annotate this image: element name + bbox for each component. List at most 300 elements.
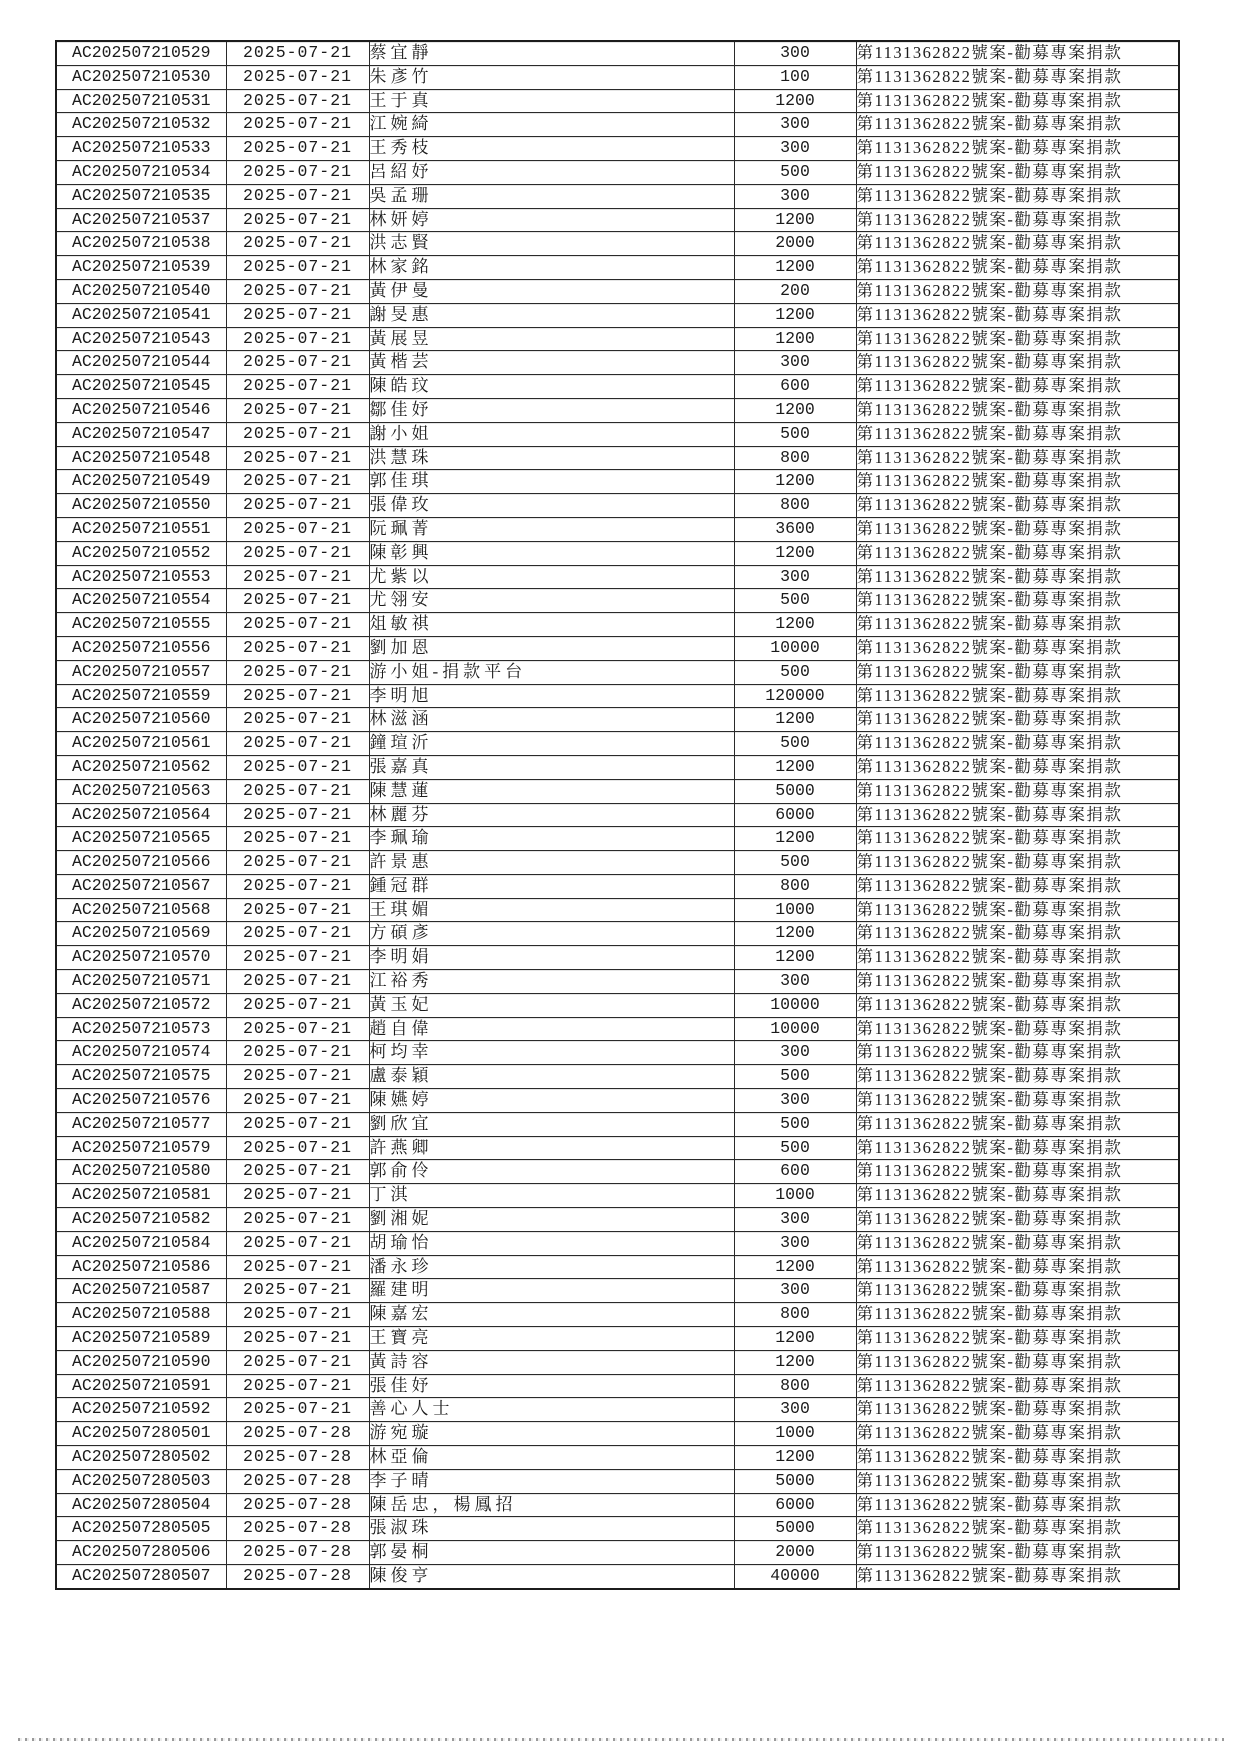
donor-name-cell: 洪慧珠 xyxy=(369,446,734,470)
project-cell: 第1131362822號案-勸募專案捐款 xyxy=(856,946,1179,970)
donor-name-cell: 劉加恩 xyxy=(369,636,734,660)
table-row xyxy=(56,65,1179,89)
amount-cell: 300 xyxy=(734,184,856,208)
project-cell: 第1131362822號案-勸募專案捐款 xyxy=(856,1017,1179,1041)
project-cell: 第1131362822號案-勸募專案捐款 xyxy=(856,137,1179,161)
project-cell: 第1131362822號案-勸募專案捐款 xyxy=(856,1493,1179,1517)
receipt-id-cell: AC202507280501 xyxy=(56,1422,226,1446)
donor-name-cell: 鄒佳妤 xyxy=(369,398,734,422)
receipt-id-cell: AC202507210568 xyxy=(56,898,226,922)
receipt-id-cell: AC202507210573 xyxy=(56,1017,226,1041)
table-row xyxy=(56,1089,1179,1113)
date-cell: 2025-07-21 xyxy=(226,65,369,89)
date-cell: 2025-07-21 xyxy=(226,208,369,232)
receipt-id-cell: AC202507210552 xyxy=(56,541,226,565)
project-cell: 第1131362822號案-勸募專案捐款 xyxy=(856,803,1179,827)
project-cell: 第1131362822號案-勸募專案捐款 xyxy=(856,303,1179,327)
donor-name-cell: 許景惠 xyxy=(369,851,734,875)
date-cell: 2025-07-28 xyxy=(226,1493,369,1517)
amount-cell: 600 xyxy=(734,1160,856,1184)
receipt-id-cell: AC202507210584 xyxy=(56,1231,226,1255)
donor-name-cell: 陳彰興 xyxy=(369,541,734,565)
donor-name-cell: 尤翎安 xyxy=(369,589,734,613)
amount-cell: 100 xyxy=(734,65,856,89)
donor-name-cell: 胡瑜怡 xyxy=(369,1231,734,1255)
table-row xyxy=(56,851,1179,875)
table-row xyxy=(56,446,1179,470)
amount-cell: 2000 xyxy=(734,232,856,256)
date-cell: 2025-07-21 xyxy=(226,446,369,470)
date-cell: 2025-07-21 xyxy=(226,541,369,565)
table-row xyxy=(56,279,1179,303)
receipt-id-cell: AC202507210545 xyxy=(56,375,226,399)
project-cell: 第1131362822號案-勸募專案捐款 xyxy=(856,494,1179,518)
amount-cell: 10000 xyxy=(734,1017,856,1041)
amount-cell: 500 xyxy=(734,422,856,446)
table-row xyxy=(56,1350,1179,1374)
project-cell: 第1131362822號案-勸募專案捐款 xyxy=(856,1208,1179,1232)
table-row xyxy=(56,1065,1179,1089)
date-cell: 2025-07-21 xyxy=(226,874,369,898)
table-row xyxy=(56,541,1179,565)
project-cell: 第1131362822號案-勸募專案捐款 xyxy=(856,1041,1179,1065)
project-cell: 第1131362822號案-勸募專案捐款 xyxy=(856,1327,1179,1351)
donor-name-cell: 王琪媚 xyxy=(369,898,734,922)
project-cell: 第1131362822號案-勸募專案捐款 xyxy=(856,1255,1179,1279)
receipt-id-cell: AC202507210549 xyxy=(56,470,226,494)
receipt-id-cell: AC202507210562 xyxy=(56,755,226,779)
project-cell: 第1131362822號案-勸募專案捐款 xyxy=(856,279,1179,303)
project-cell: 第1131362822號案-勸募專案捐款 xyxy=(856,708,1179,732)
amount-cell: 1200 xyxy=(734,827,856,851)
donor-name-cell: 郭晏桐 xyxy=(369,1541,734,1565)
amount-cell: 300 xyxy=(734,351,856,375)
donor-name-cell: 趙自偉 xyxy=(369,1017,734,1041)
project-cell: 第1131362822號案-勸募專案捐款 xyxy=(856,589,1179,613)
date-cell: 2025-07-21 xyxy=(226,1303,369,1327)
date-cell: 2025-07-21 xyxy=(226,970,369,994)
donor-name-cell: 俎敏祺 xyxy=(369,613,734,637)
donor-name-cell: 林滋涵 xyxy=(369,708,734,732)
table-row xyxy=(56,1446,1179,1470)
amount-cell: 300 xyxy=(734,1208,856,1232)
donor-name-cell: 陳俊亨 xyxy=(369,1565,734,1589)
table-row xyxy=(56,874,1179,898)
donor-name-cell: 吳孟珊 xyxy=(369,184,734,208)
receipt-id-cell: AC202507210561 xyxy=(56,732,226,756)
project-cell: 第1131362822號案-勸募專案捐款 xyxy=(856,517,1179,541)
table-row xyxy=(56,113,1179,137)
receipt-id-cell: AC202507210571 xyxy=(56,970,226,994)
table-row xyxy=(56,470,1179,494)
project-cell: 第1131362822號案-勸募專案捐款 xyxy=(856,660,1179,684)
date-cell: 2025-07-21 xyxy=(226,589,369,613)
amount-cell: 300 xyxy=(734,1231,856,1255)
amount-cell: 1200 xyxy=(734,1327,856,1351)
date-cell: 2025-07-21 xyxy=(226,470,369,494)
receipt-id-cell: AC202507210574 xyxy=(56,1041,226,1065)
date-cell: 2025-07-21 xyxy=(226,1255,369,1279)
donor-name-cell: 黃展昱 xyxy=(369,327,734,351)
table-row xyxy=(56,660,1179,684)
table-row xyxy=(56,1303,1179,1327)
receipt-id-cell: AC202507210533 xyxy=(56,137,226,161)
donor-name-cell: 李珮瑜 xyxy=(369,827,734,851)
donor-name-cell: 方碩彥 xyxy=(369,922,734,946)
receipt-id-cell: AC202507210563 xyxy=(56,779,226,803)
amount-cell: 5000 xyxy=(734,1469,856,1493)
receipt-id-cell: AC202507210586 xyxy=(56,1255,226,1279)
donor-name-cell: 羅建明 xyxy=(369,1279,734,1303)
amount-cell: 300 xyxy=(734,1398,856,1422)
table-row xyxy=(56,898,1179,922)
receipt-id-cell: AC202507210546 xyxy=(56,398,226,422)
date-cell: 2025-07-21 xyxy=(226,1184,369,1208)
project-cell: 第1131362822號案-勸募專案捐款 xyxy=(856,874,1179,898)
table-row xyxy=(56,494,1179,518)
donor-name-cell: 李子晴 xyxy=(369,1469,734,1493)
date-cell: 2025-07-28 xyxy=(226,1541,369,1565)
project-cell: 第1131362822號案-勸募專案捐款 xyxy=(856,755,1179,779)
amount-cell: 300 xyxy=(734,113,856,137)
project-cell: 第1131362822號案-勸募專案捐款 xyxy=(856,1446,1179,1470)
amount-cell: 1200 xyxy=(734,1255,856,1279)
amount-cell: 500 xyxy=(734,851,856,875)
table-row xyxy=(56,1112,1179,1136)
amount-cell: 1200 xyxy=(734,1350,856,1374)
project-cell: 第1131362822號案-勸募專案捐款 xyxy=(856,446,1179,470)
project-cell: 第1131362822號案-勸募專案捐款 xyxy=(856,1398,1179,1422)
amount-cell: 800 xyxy=(734,494,856,518)
table-row xyxy=(56,565,1179,589)
amount-cell: 300 xyxy=(734,970,856,994)
table-row xyxy=(56,946,1179,970)
table-row xyxy=(56,1422,1179,1446)
amount-cell: 1000 xyxy=(734,898,856,922)
receipt-id-cell: AC202507210556 xyxy=(56,636,226,660)
donor-name-cell: 李明娟 xyxy=(369,946,734,970)
project-cell: 第1131362822號案-勸募專案捐款 xyxy=(856,470,1179,494)
amount-cell: 500 xyxy=(734,1136,856,1160)
date-cell: 2025-07-21 xyxy=(226,1112,369,1136)
donor-name-cell: 郭佳琪 xyxy=(369,470,734,494)
project-cell: 第1131362822號案-勸募專案捐款 xyxy=(856,1303,1179,1327)
project-cell: 第1131362822號案-勸募專案捐款 xyxy=(856,351,1179,375)
date-cell: 2025-07-21 xyxy=(226,993,369,1017)
date-cell: 2025-07-21 xyxy=(226,303,369,327)
project-cell: 第1131362822號案-勸募專案捐款 xyxy=(856,827,1179,851)
receipt-id-cell: AC202507210592 xyxy=(56,1398,226,1422)
amount-cell: 1200 xyxy=(734,613,856,637)
donor-name-cell: 游小姐-捐款平台 xyxy=(369,660,734,684)
date-cell: 2025-07-21 xyxy=(226,1327,369,1351)
project-cell: 第1131362822號案-勸募專案捐款 xyxy=(856,327,1179,351)
amount-cell: 1200 xyxy=(734,256,856,280)
donor-name-cell: 陳嘉宏 xyxy=(369,1303,734,1327)
amount-cell: 500 xyxy=(734,732,856,756)
table-row xyxy=(56,160,1179,184)
receipt-id-cell: AC202507210567 xyxy=(56,874,226,898)
amount-cell: 300 xyxy=(734,41,856,65)
table-row xyxy=(56,636,1179,660)
table-row xyxy=(56,922,1179,946)
amount-cell: 300 xyxy=(734,137,856,161)
donor-name-cell: 張嘉真 xyxy=(369,755,734,779)
donor-name-cell: 朱彥竹 xyxy=(369,65,734,89)
table-row xyxy=(56,422,1179,446)
receipt-id-cell: AC202507210555 xyxy=(56,613,226,637)
receipt-id-cell: AC202507280504 xyxy=(56,1493,226,1517)
date-cell: 2025-07-21 xyxy=(226,1398,369,1422)
donor-name-cell: 林妍婷 xyxy=(369,208,734,232)
receipt-id-cell: AC202507210550 xyxy=(56,494,226,518)
receipt-id-cell: AC202507210548 xyxy=(56,446,226,470)
amount-cell: 500 xyxy=(734,160,856,184)
table-row xyxy=(56,1541,1179,1565)
date-cell: 2025-07-21 xyxy=(226,422,369,446)
receipt-id-cell: AC202507210534 xyxy=(56,160,226,184)
donor-name-cell: 江裕秀 xyxy=(369,970,734,994)
donor-name-cell: 王秀枝 xyxy=(369,137,734,161)
date-cell: 2025-07-28 xyxy=(226,1422,369,1446)
amount-cell: 300 xyxy=(734,1089,856,1113)
receipt-id-cell: AC202507210582 xyxy=(56,1208,226,1232)
amount-cell: 1200 xyxy=(734,208,856,232)
date-cell: 2025-07-28 xyxy=(226,1446,369,1470)
table-row xyxy=(56,1017,1179,1041)
receipt-id-cell: AC202507280507 xyxy=(56,1565,226,1589)
donor-name-cell: 林麗芬 xyxy=(369,803,734,827)
table-row xyxy=(56,208,1179,232)
table-row xyxy=(56,779,1179,803)
date-cell: 2025-07-21 xyxy=(226,89,369,113)
donor-name-cell: 盧泰穎 xyxy=(369,1065,734,1089)
project-cell: 第1131362822號案-勸募專案捐款 xyxy=(856,993,1179,1017)
date-cell: 2025-07-21 xyxy=(226,565,369,589)
receipt-id-cell: AC202507210537 xyxy=(56,208,226,232)
receipt-id-cell: AC202507280505 xyxy=(56,1517,226,1541)
date-cell: 2025-07-28 xyxy=(226,1517,369,1541)
project-cell: 第1131362822號案-勸募專案捐款 xyxy=(856,65,1179,89)
project-cell: 第1131362822號案-勸募專案捐款 xyxy=(856,1136,1179,1160)
table-row xyxy=(56,732,1179,756)
donation-table-body xyxy=(56,41,1179,1589)
project-cell: 第1131362822號案-勸募專案捐款 xyxy=(856,779,1179,803)
amount-cell: 800 xyxy=(734,874,856,898)
amount-cell: 5000 xyxy=(734,779,856,803)
donor-name-cell: 游宛璇 xyxy=(369,1422,734,1446)
donor-name-cell: 江婉綺 xyxy=(369,113,734,137)
date-cell: 2025-07-21 xyxy=(226,803,369,827)
amount-cell: 500 xyxy=(734,1112,856,1136)
receipt-id-cell: AC202507210530 xyxy=(56,65,226,89)
amount-cell: 500 xyxy=(734,660,856,684)
table-row xyxy=(56,613,1179,637)
project-cell: 第1131362822號案-勸募專案捐款 xyxy=(856,613,1179,637)
project-cell: 第1131362822號案-勸募專案捐款 xyxy=(856,541,1179,565)
receipt-id-cell: AC202507210554 xyxy=(56,589,226,613)
table-row xyxy=(56,256,1179,280)
donor-name-cell: 謝小姐 xyxy=(369,422,734,446)
donor-name-cell: 王于真 xyxy=(369,89,734,113)
project-cell: 第1131362822號案-勸募專案捐款 xyxy=(856,89,1179,113)
amount-cell: 800 xyxy=(734,1303,856,1327)
date-cell: 2025-07-21 xyxy=(226,1089,369,1113)
donor-name-cell: 許燕卿 xyxy=(369,1136,734,1160)
project-cell: 第1131362822號案-勸募專案捐款 xyxy=(856,898,1179,922)
amount-cell: 200 xyxy=(734,279,856,303)
table-row xyxy=(56,398,1179,422)
amount-cell: 10000 xyxy=(734,636,856,660)
project-cell: 第1131362822號案-勸募專案捐款 xyxy=(856,184,1179,208)
table-row xyxy=(56,1327,1179,1351)
amount-cell: 6000 xyxy=(734,803,856,827)
receipt-id-cell: AC202507210541 xyxy=(56,303,226,327)
receipt-id-cell: AC202507210535 xyxy=(56,184,226,208)
donor-name-cell: 蔡宜靜 xyxy=(369,41,734,65)
date-cell: 2025-07-21 xyxy=(226,41,369,65)
table-row xyxy=(56,137,1179,161)
project-cell: 第1131362822號案-勸募專案捐款 xyxy=(856,1374,1179,1398)
project-cell: 第1131362822號案-勸募專案捐款 xyxy=(856,1112,1179,1136)
receipt-id-cell: AC202507210581 xyxy=(56,1184,226,1208)
amount-cell: 1200 xyxy=(734,922,856,946)
table-row xyxy=(56,1231,1179,1255)
date-cell: 2025-07-21 xyxy=(226,779,369,803)
project-cell: 第1131362822號案-勸募專案捐款 xyxy=(856,232,1179,256)
receipt-id-cell: AC202507280503 xyxy=(56,1469,226,1493)
date-cell: 2025-07-21 xyxy=(226,1017,369,1041)
date-cell: 2025-07-21 xyxy=(226,1160,369,1184)
project-cell: 第1131362822號案-勸募專案捐款 xyxy=(856,970,1179,994)
table-row xyxy=(56,1517,1179,1541)
amount-cell: 1200 xyxy=(734,1446,856,1470)
receipt-id-cell: AC202507210580 xyxy=(56,1160,226,1184)
project-cell: 第1131362822號案-勸募專案捐款 xyxy=(856,375,1179,399)
project-cell: 第1131362822號案-勸募專案捐款 xyxy=(856,208,1179,232)
donor-name-cell: 黃玉妃 xyxy=(369,993,734,1017)
receipt-id-cell: AC202507210560 xyxy=(56,708,226,732)
donor-name-cell: 劉湘妮 xyxy=(369,1208,734,1232)
table-row xyxy=(56,1041,1179,1065)
project-cell: 第1131362822號案-勸募專案捐款 xyxy=(856,1541,1179,1565)
amount-cell: 600 xyxy=(734,375,856,399)
receipt-id-cell: AC202507210543 xyxy=(56,327,226,351)
table-row xyxy=(56,589,1179,613)
project-cell: 第1131362822號案-勸募專案捐款 xyxy=(856,41,1179,65)
donor-name-cell: 陳皓玟 xyxy=(369,375,734,399)
receipt-id-cell: AC202507210566 xyxy=(56,851,226,875)
receipt-id-cell: AC202507210544 xyxy=(56,351,226,375)
receipt-id-cell: AC202507210579 xyxy=(56,1136,226,1160)
amount-cell: 2000 xyxy=(734,1541,856,1565)
date-cell: 2025-07-21 xyxy=(226,1350,369,1374)
receipt-id-cell: AC202507210591 xyxy=(56,1374,226,1398)
table-row xyxy=(56,1160,1179,1184)
project-cell: 第1131362822號案-勸募專案捐款 xyxy=(856,684,1179,708)
amount-cell: 1200 xyxy=(734,946,856,970)
donor-name-cell: 林亞倫 xyxy=(369,1446,734,1470)
project-cell: 第1131362822號案-勸募專案捐款 xyxy=(856,113,1179,137)
date-cell: 2025-07-21 xyxy=(226,1136,369,1160)
project-cell: 第1131362822號案-勸募專案捐款 xyxy=(856,1089,1179,1113)
amount-cell: 1200 xyxy=(734,755,856,779)
amount-cell: 6000 xyxy=(734,1493,856,1517)
table-row xyxy=(56,1208,1179,1232)
receipt-id-cell: AC202507210553 xyxy=(56,565,226,589)
receipt-id-cell: AC202507280506 xyxy=(56,1541,226,1565)
donor-name-cell: 呂紹妤 xyxy=(369,160,734,184)
amount-cell: 300 xyxy=(734,1041,856,1065)
donor-name-cell: 黃詩容 xyxy=(369,1350,734,1374)
project-cell: 第1131362822號案-勸募專案捐款 xyxy=(856,1184,1179,1208)
table-row xyxy=(56,684,1179,708)
donor-name-cell: 丁淇 xyxy=(369,1184,734,1208)
receipt-id-cell: AC202507210532 xyxy=(56,113,226,137)
receipt-id-cell: AC202507280502 xyxy=(56,1446,226,1470)
donor-name-cell: 張佳妤 xyxy=(369,1374,734,1398)
receipt-id-cell: AC202507210564 xyxy=(56,803,226,827)
amount-cell: 500 xyxy=(734,1065,856,1089)
table-row xyxy=(56,375,1179,399)
project-cell: 第1131362822號案-勸募專案捐款 xyxy=(856,1565,1179,1589)
receipt-id-cell: AC202507210551 xyxy=(56,517,226,541)
donor-name-cell: 柯均幸 xyxy=(369,1041,734,1065)
date-cell: 2025-07-21 xyxy=(226,256,369,280)
date-cell: 2025-07-21 xyxy=(226,1208,369,1232)
amount-cell: 120000 xyxy=(734,684,856,708)
donor-name-cell: 阮珮菁 xyxy=(369,517,734,541)
project-cell: 第1131362822號案-勸募專案捐款 xyxy=(856,922,1179,946)
receipt-id-cell: AC202507210557 xyxy=(56,660,226,684)
table-row xyxy=(56,1565,1179,1589)
donor-name-cell: 謝旻惠 xyxy=(369,303,734,327)
project-cell: 第1131362822號案-勸募專案捐款 xyxy=(856,851,1179,875)
receipt-id-cell: AC202507210587 xyxy=(56,1279,226,1303)
date-cell: 2025-07-21 xyxy=(226,137,369,161)
donor-name-cell: 潘永珍 xyxy=(369,1255,734,1279)
date-cell: 2025-07-28 xyxy=(226,1565,369,1589)
project-cell: 第1131362822號案-勸募專案捐款 xyxy=(856,160,1179,184)
table-row xyxy=(56,1255,1179,1279)
amount-cell: 3600 xyxy=(734,517,856,541)
project-cell: 第1131362822號案-勸募專案捐款 xyxy=(856,1231,1179,1255)
receipt-id-cell: AC202507210589 xyxy=(56,1327,226,1351)
table-row xyxy=(56,993,1179,1017)
table-row xyxy=(56,1374,1179,1398)
date-cell: 2025-07-21 xyxy=(226,613,369,637)
table-row xyxy=(56,89,1179,113)
date-cell: 2025-07-21 xyxy=(226,684,369,708)
amount-cell: 1200 xyxy=(734,303,856,327)
donor-name-cell: 林家銘 xyxy=(369,256,734,280)
donor-name-cell: 陳岳忠，楊鳳招 xyxy=(369,1493,734,1517)
donor-name-cell: 郭俞伶 xyxy=(369,1160,734,1184)
date-cell: 2025-07-21 xyxy=(226,898,369,922)
date-cell: 2025-07-21 xyxy=(226,1231,369,1255)
date-cell: 2025-07-21 xyxy=(226,851,369,875)
table-row xyxy=(56,1493,1179,1517)
receipt-id-cell: AC202507210570 xyxy=(56,946,226,970)
amount-cell: 800 xyxy=(734,446,856,470)
table-row xyxy=(56,232,1179,256)
date-cell: 2025-07-21 xyxy=(226,946,369,970)
donor-name-cell: 王寶亮 xyxy=(369,1327,734,1351)
donor-name-cell: 鐘瑄沂 xyxy=(369,732,734,756)
donor-name-cell: 陳嬿婷 xyxy=(369,1089,734,1113)
date-cell: 2025-07-21 xyxy=(226,113,369,137)
donor-name-cell: 鍾冠群 xyxy=(369,874,734,898)
